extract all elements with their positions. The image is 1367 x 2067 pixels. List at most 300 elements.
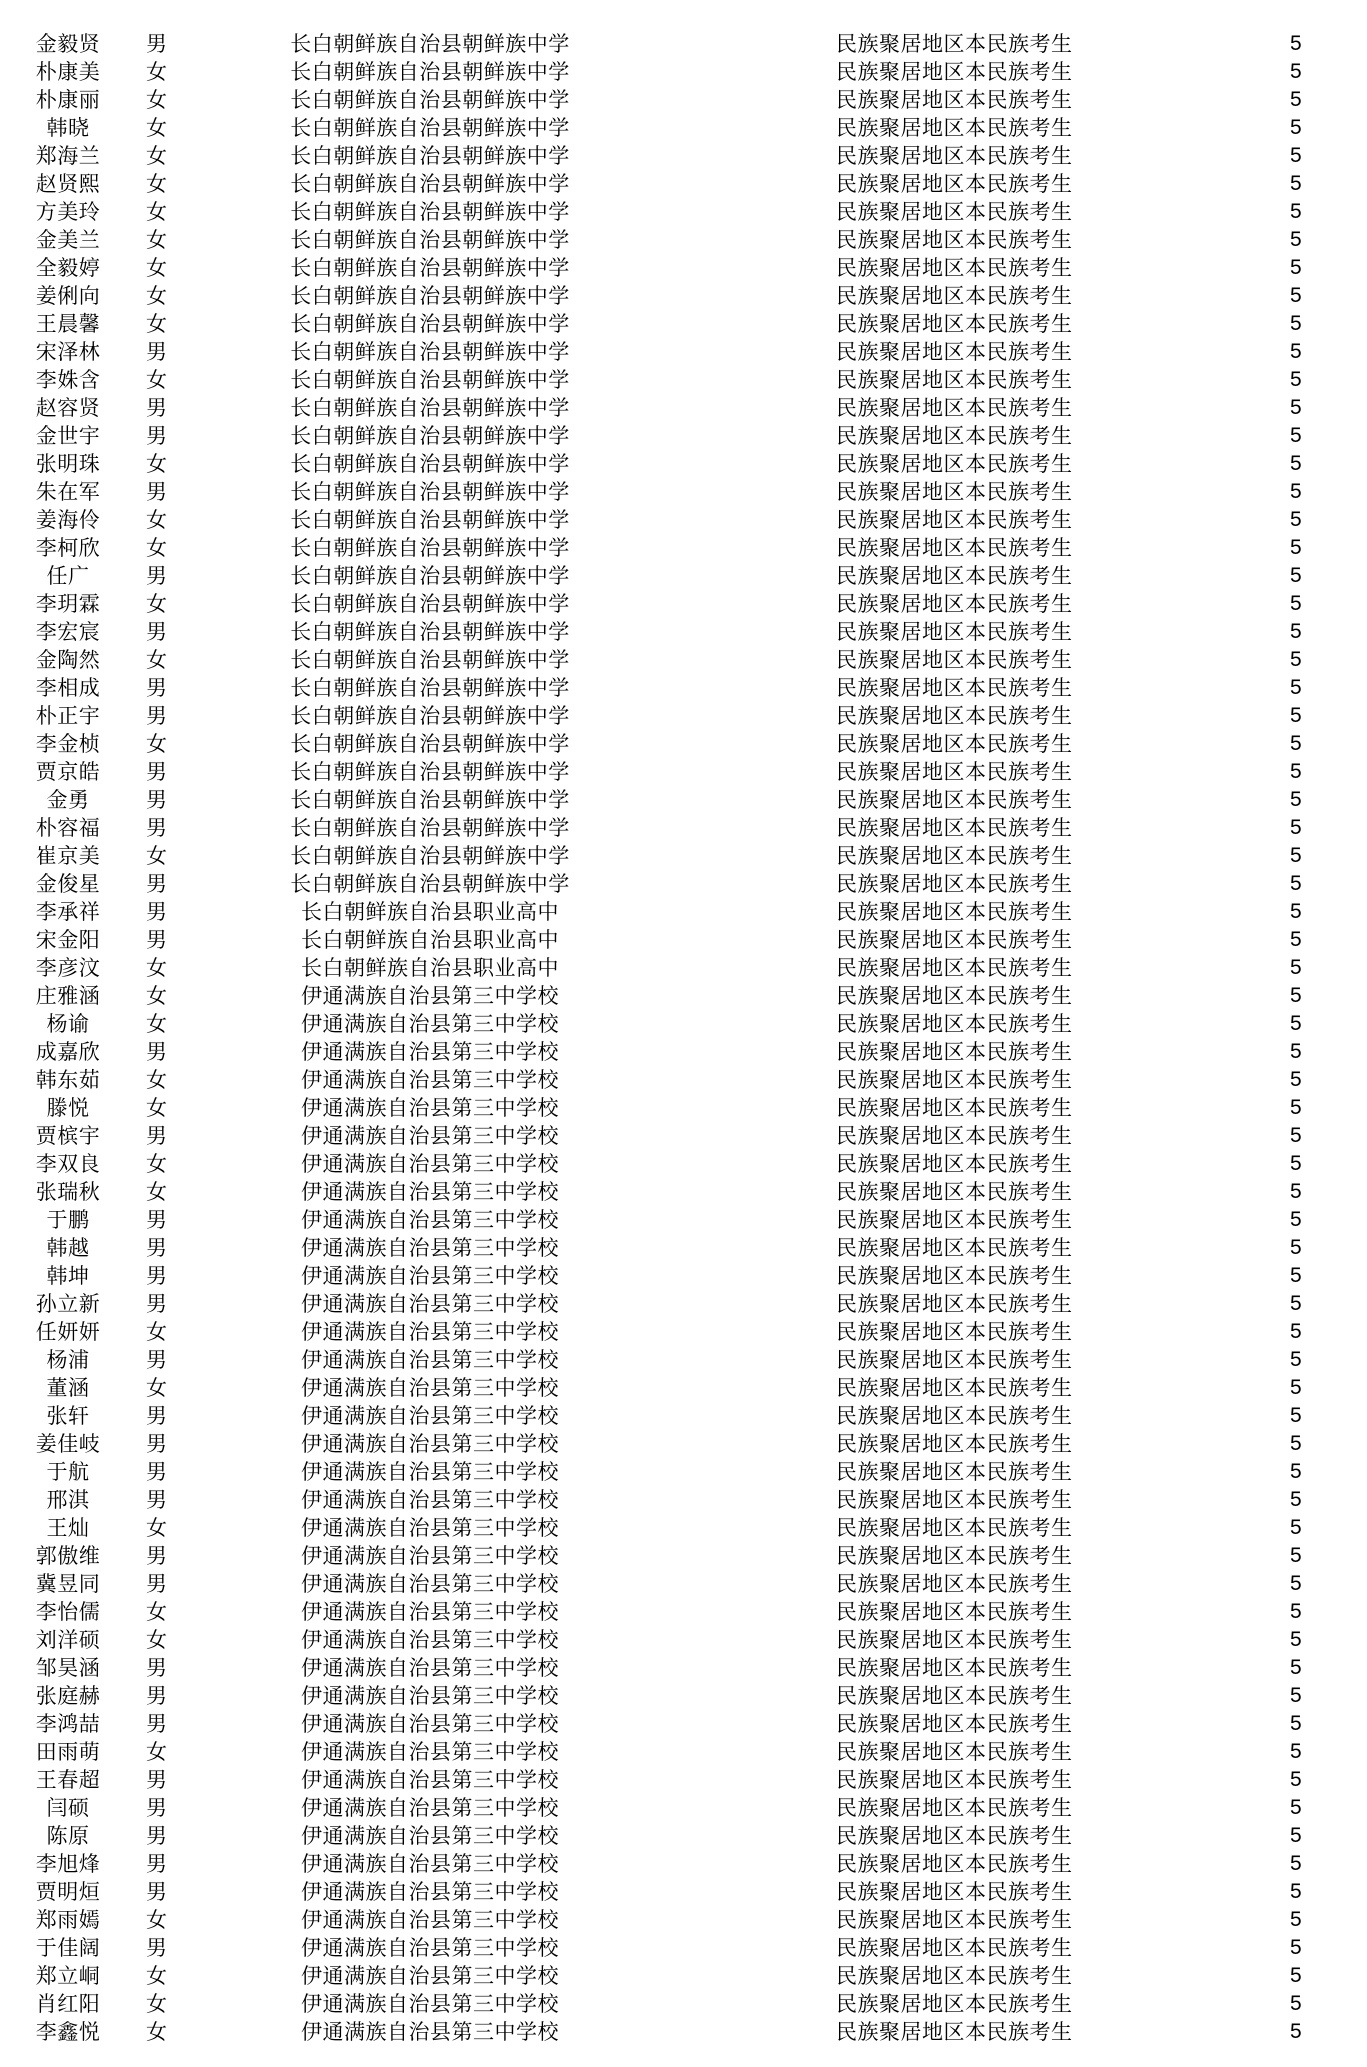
table-row bbox=[0, 1850, 1367, 1878]
student-name: 李相成 bbox=[35, 676, 101, 700]
student-gender: 女 bbox=[146, 1964, 168, 1988]
student-score: 5 bbox=[1290, 1600, 1303, 1623]
student-gender: 男 bbox=[146, 1656, 168, 1680]
student-category: 民族聚居地区本民族考生 bbox=[836, 396, 1073, 420]
table-row bbox=[0, 1794, 1367, 1822]
student-name: 金世宇 bbox=[35, 424, 101, 448]
table-row bbox=[0, 674, 1367, 702]
student-school: 伊通满族自治县第三中学校 bbox=[301, 1040, 559, 1064]
student-name: 李玥霖 bbox=[35, 592, 101, 616]
student-category: 民族聚居地区本民族考生 bbox=[836, 1376, 1073, 1400]
table-row bbox=[0, 1094, 1367, 1122]
student-gender: 女 bbox=[146, 732, 168, 756]
student-school: 伊通满族自治县第三中学校 bbox=[301, 1712, 559, 1736]
student-school: 长白朝鲜族自治县朝鲜族中学 bbox=[290, 88, 570, 112]
table-row bbox=[0, 1430, 1367, 1458]
student-name: 宋金阳 bbox=[35, 928, 101, 952]
student-score: 5 bbox=[1290, 452, 1303, 475]
student-school: 长白朝鲜族自治县朝鲜族中学 bbox=[290, 788, 570, 812]
student-gender: 男 bbox=[146, 1348, 168, 1372]
student-name: 韩东茹 bbox=[35, 1068, 101, 1092]
student-name: 成嘉欣 bbox=[35, 1040, 101, 1064]
student-name: 韩坤 bbox=[46, 1264, 90, 1288]
student-category: 民族聚居地区本民族考生 bbox=[836, 984, 1073, 1008]
student-gender: 女 bbox=[146, 844, 168, 868]
student-gender: 男 bbox=[146, 816, 168, 840]
student-category: 民族聚居地区本民族考生 bbox=[836, 256, 1073, 280]
student-name: 金美兰 bbox=[35, 228, 101, 252]
student-name: 王灿 bbox=[46, 1516, 90, 1540]
student-category: 民族聚居地区本民族考生 bbox=[836, 564, 1073, 588]
student-gender: 女 bbox=[146, 1628, 168, 1652]
student-gender: 女 bbox=[146, 536, 168, 560]
student-category: 民族聚居地区本民族考生 bbox=[836, 480, 1073, 504]
student-school: 长白朝鲜族自治县朝鲜族中学 bbox=[290, 872, 570, 896]
student-category: 民族聚居地区本民族考生 bbox=[836, 144, 1073, 168]
student-name: 任广 bbox=[46, 564, 90, 588]
table-row bbox=[0, 646, 1367, 674]
student-category: 民族聚居地区本民族考生 bbox=[836, 1936, 1073, 1960]
student-school: 伊通满族自治县第三中学校 bbox=[301, 1152, 559, 1176]
student-gender: 男 bbox=[146, 1264, 168, 1288]
student-school: 伊通满族自治县第三中学校 bbox=[301, 1768, 559, 1792]
student-category: 民族聚居地区本民族考生 bbox=[836, 536, 1073, 560]
student-gender: 男 bbox=[146, 1544, 168, 1568]
student-score: 5 bbox=[1290, 172, 1303, 195]
student-score: 5 bbox=[1290, 1376, 1303, 1399]
student-score: 5 bbox=[1290, 1964, 1303, 1987]
student-category: 民族聚居地区本民族考生 bbox=[836, 872, 1073, 896]
student-school: 伊通满族自治县第三中学校 bbox=[301, 1376, 559, 1400]
student-score: 5 bbox=[1290, 1348, 1303, 1371]
student-score: 5 bbox=[1290, 648, 1303, 671]
student-name: 任妍妍 bbox=[35, 1320, 101, 1344]
student-score: 5 bbox=[1290, 564, 1303, 587]
student-name: 郑海兰 bbox=[35, 144, 101, 168]
student-score: 5 bbox=[1290, 424, 1303, 447]
student-score: 5 bbox=[1290, 284, 1303, 307]
table-row bbox=[0, 562, 1367, 590]
table-row bbox=[0, 1066, 1367, 1094]
table-row bbox=[0, 898, 1367, 926]
table-row bbox=[0, 1710, 1367, 1738]
student-school: 伊通满族自治县第三中学校 bbox=[301, 1236, 559, 1260]
student-score: 5 bbox=[1290, 312, 1303, 335]
student-gender: 女 bbox=[146, 508, 168, 532]
student-name: 贾京皓 bbox=[35, 760, 101, 784]
student-category: 民族聚居地区本民族考生 bbox=[836, 620, 1073, 644]
student-name: 贾槟宇 bbox=[35, 1124, 101, 1148]
student-gender: 女 bbox=[146, 60, 168, 84]
student-category: 民族聚居地区本民族考生 bbox=[836, 760, 1073, 784]
student-name: 闫硕 bbox=[46, 1796, 90, 1820]
student-score: 5 bbox=[1290, 2020, 1303, 2043]
student-category: 民族聚居地区本民族考生 bbox=[836, 1796, 1073, 1820]
student-category: 民族聚居地区本民族考生 bbox=[836, 592, 1073, 616]
student-score: 5 bbox=[1290, 956, 1303, 979]
student-school: 长白朝鲜族自治县朝鲜族中学 bbox=[290, 60, 570, 84]
student-name: 滕悦 bbox=[46, 1096, 90, 1120]
student-category: 民族聚居地区本民族考生 bbox=[836, 1292, 1073, 1316]
table-row bbox=[0, 870, 1367, 898]
student-score: 5 bbox=[1290, 1880, 1303, 1903]
student-gender: 女 bbox=[146, 312, 168, 336]
table-row bbox=[0, 1262, 1367, 1290]
student-score: 5 bbox=[1290, 340, 1303, 363]
student-score: 5 bbox=[1290, 592, 1303, 615]
student-score: 5 bbox=[1290, 1684, 1303, 1707]
student-school: 长白朝鲜族自治县朝鲜族中学 bbox=[290, 116, 570, 140]
table-row bbox=[0, 1962, 1367, 1990]
table-row bbox=[0, 254, 1367, 282]
student-category: 民族聚居地区本民族考生 bbox=[836, 1432, 1073, 1456]
student-score: 5 bbox=[1290, 1796, 1303, 1819]
student-gender: 男 bbox=[146, 1712, 168, 1736]
table-row bbox=[0, 982, 1367, 1010]
student-category: 民族聚居地区本民族考生 bbox=[836, 1404, 1073, 1428]
student-school: 伊通满族自治县第三中学校 bbox=[301, 1432, 559, 1456]
table-row bbox=[0, 1150, 1367, 1178]
student-score: 5 bbox=[1290, 1908, 1303, 1931]
table-row bbox=[0, 338, 1367, 366]
student-gender: 男 bbox=[146, 1572, 168, 1596]
student-name: 赵容贤 bbox=[35, 396, 101, 420]
student-school: 伊通满族自治县第三中学校 bbox=[301, 984, 559, 1008]
student-category: 民族聚居地区本民族考生 bbox=[836, 676, 1073, 700]
student-score: 5 bbox=[1290, 1768, 1303, 1791]
student-gender: 女 bbox=[146, 1740, 168, 1764]
student-name: 李彦汶 bbox=[35, 956, 101, 980]
student-name: 李旭烽 bbox=[35, 1852, 101, 1876]
student-school: 伊通满族自治县第三中学校 bbox=[301, 1096, 559, 1120]
table-row bbox=[0, 142, 1367, 170]
student-category: 民族聚居地区本民族考生 bbox=[836, 1880, 1073, 1904]
student-school: 伊通满族自治县第三中学校 bbox=[301, 1208, 559, 1232]
student-name: 李柯欣 bbox=[35, 536, 101, 560]
student-score: 5 bbox=[1290, 1824, 1303, 1847]
student-school: 长白朝鲜族自治县朝鲜族中学 bbox=[290, 172, 570, 196]
table-row bbox=[0, 1122, 1367, 1150]
student-name: 金勇 bbox=[46, 788, 90, 812]
student-name: 陈原 bbox=[46, 1824, 90, 1848]
table-row bbox=[0, 1010, 1367, 1038]
student-name: 姜海伶 bbox=[35, 508, 101, 532]
student-score: 5 bbox=[1290, 508, 1303, 531]
table-row bbox=[0, 1402, 1367, 1430]
student-category: 民族聚居地区本民族考生 bbox=[836, 32, 1073, 56]
table-row bbox=[0, 954, 1367, 982]
table-row bbox=[0, 170, 1367, 198]
student-gender: 女 bbox=[146, 2020, 168, 2044]
student-score: 5 bbox=[1290, 1040, 1303, 1063]
student-gender: 男 bbox=[146, 1404, 168, 1428]
student-score: 5 bbox=[1290, 1264, 1303, 1287]
table-row bbox=[0, 1626, 1367, 1654]
student-gender: 女 bbox=[146, 1152, 168, 1176]
student-category: 民族聚居地区本民族考生 bbox=[836, 1264, 1073, 1288]
table-row bbox=[0, 1346, 1367, 1374]
student-category: 民族聚居地区本民族考生 bbox=[836, 956, 1073, 980]
student-school: 伊通满族自治县第三中学校 bbox=[301, 1600, 559, 1624]
student-name: 金俊星 bbox=[35, 872, 101, 896]
table-row bbox=[0, 1654, 1367, 1682]
table-row bbox=[0, 1766, 1367, 1794]
student-gender: 女 bbox=[146, 88, 168, 112]
student-score: 5 bbox=[1290, 32, 1303, 55]
table-row bbox=[0, 1822, 1367, 1850]
student-school: 伊通满族自治县第三中学校 bbox=[301, 1628, 559, 1652]
student-school: 伊通满族自治县第三中学校 bbox=[301, 1684, 559, 1708]
student-score: 5 bbox=[1290, 1180, 1303, 1203]
table-row bbox=[0, 926, 1367, 954]
student-category: 民族聚居地区本民族考生 bbox=[836, 228, 1073, 252]
student-school: 伊通满族自治县第三中学校 bbox=[301, 1068, 559, 1092]
student-name: 李双良 bbox=[35, 1152, 101, 1176]
student-name: 郑立峒 bbox=[35, 1964, 101, 1988]
student-score: 5 bbox=[1290, 1208, 1303, 1231]
table-row bbox=[0, 1682, 1367, 1710]
student-category: 民族聚居地区本民族考生 bbox=[836, 1768, 1073, 1792]
table-row bbox=[0, 1290, 1367, 1318]
student-gender: 女 bbox=[146, 368, 168, 392]
student-score: 5 bbox=[1290, 1852, 1303, 1875]
table-row bbox=[0, 1374, 1367, 1402]
student-school: 伊通满族自治县第三中学校 bbox=[301, 1796, 559, 1820]
table-row bbox=[0, 1206, 1367, 1234]
student-gender: 女 bbox=[146, 144, 168, 168]
student-name: 赵贤熙 bbox=[35, 172, 101, 196]
student-gender: 男 bbox=[146, 676, 168, 700]
student-gender: 男 bbox=[146, 340, 168, 364]
student-school: 长白朝鲜族自治县朝鲜族中学 bbox=[290, 816, 570, 840]
table-row bbox=[0, 842, 1367, 870]
table-row bbox=[0, 1738, 1367, 1766]
student-school: 长白朝鲜族自治县朝鲜族中学 bbox=[290, 284, 570, 308]
student-score: 5 bbox=[1290, 900, 1303, 923]
student-gender: 男 bbox=[146, 1208, 168, 1232]
table-row bbox=[0, 730, 1367, 758]
table-row bbox=[0, 1514, 1367, 1542]
student-gender: 男 bbox=[146, 32, 168, 56]
student-gender: 男 bbox=[146, 1852, 168, 1876]
student-gender: 男 bbox=[146, 620, 168, 644]
student-category: 民族聚居地区本民族考生 bbox=[836, 1516, 1073, 1540]
student-score: 5 bbox=[1290, 228, 1303, 251]
student-gender: 女 bbox=[146, 1180, 168, 1204]
student-category: 民族聚居地区本民族考生 bbox=[836, 704, 1073, 728]
student-school: 长白朝鲜族自治县朝鲜族中学 bbox=[290, 844, 570, 868]
student-name: 方美玲 bbox=[35, 200, 101, 224]
student-name: 刘洋硕 bbox=[35, 1628, 101, 1652]
table-row bbox=[0, 1318, 1367, 1346]
student-school: 伊通满族自治县第三中学校 bbox=[301, 1572, 559, 1596]
student-score: 5 bbox=[1290, 928, 1303, 951]
table-row bbox=[0, 1570, 1367, 1598]
student-category: 民族聚居地区本民族考生 bbox=[836, 1124, 1073, 1148]
student-category: 民族聚居地区本民族考生 bbox=[836, 928, 1073, 952]
student-category: 民族聚居地区本民族考生 bbox=[836, 1852, 1073, 1876]
student-score: 5 bbox=[1290, 536, 1303, 559]
student-score: 5 bbox=[1290, 984, 1303, 1007]
student-score: 5 bbox=[1290, 760, 1303, 783]
student-category: 民族聚居地区本民族考生 bbox=[836, 1012, 1073, 1036]
student-school: 长白朝鲜族自治县朝鲜族中学 bbox=[290, 592, 570, 616]
student-category: 民族聚居地区本民族考生 bbox=[836, 1096, 1073, 1120]
student-name: 郑雨嫣 bbox=[35, 1908, 101, 1932]
student-score: 5 bbox=[1290, 1152, 1303, 1175]
student-category: 民族聚居地区本民族考生 bbox=[836, 1460, 1073, 1484]
student-name: 李承祥 bbox=[35, 900, 101, 924]
student-gender: 男 bbox=[146, 1460, 168, 1484]
student-category: 民族聚居地区本民族考生 bbox=[836, 172, 1073, 196]
student-gender: 女 bbox=[146, 1376, 168, 1400]
table-row bbox=[0, 58, 1367, 86]
student-score: 5 bbox=[1290, 620, 1303, 643]
student-school: 长白朝鲜族自治县朝鲜族中学 bbox=[290, 144, 570, 168]
student-school: 长白朝鲜族自治县朝鲜族中学 bbox=[290, 340, 570, 364]
student-school: 伊通满族自治县第三中学校 bbox=[301, 1124, 559, 1148]
table-row bbox=[0, 310, 1367, 338]
student-name: 朴康美 bbox=[35, 60, 101, 84]
student-category: 民族聚居地区本民族考生 bbox=[836, 368, 1073, 392]
table-row bbox=[0, 814, 1367, 842]
table-row bbox=[0, 1878, 1367, 1906]
student-category: 民族聚居地区本民族考生 bbox=[836, 1236, 1073, 1260]
student-gender: 男 bbox=[146, 900, 168, 924]
student-name: 田雨萌 bbox=[35, 1740, 101, 1764]
student-school: 长白朝鲜族自治县职业高中 bbox=[301, 956, 559, 980]
student-gender: 男 bbox=[146, 424, 168, 448]
student-name: 李鑫悦 bbox=[35, 2020, 101, 2044]
student-score: 5 bbox=[1290, 816, 1303, 839]
student-name: 李姝含 bbox=[35, 368, 101, 392]
student-name: 杨谕 bbox=[46, 1012, 90, 1036]
student-score: 5 bbox=[1290, 256, 1303, 279]
student-school: 长白朝鲜族自治县朝鲜族中学 bbox=[290, 648, 570, 672]
student-gender: 女 bbox=[146, 1012, 168, 1036]
student-name: 张瑞秋 bbox=[35, 1180, 101, 1204]
student-gender: 男 bbox=[146, 480, 168, 504]
student-name: 张轩 bbox=[46, 1404, 90, 1428]
student-name: 李鸿喆 bbox=[35, 1712, 101, 1736]
student-category: 民族聚居地区本民族考生 bbox=[836, 1740, 1073, 1764]
student-school: 伊通满族自治县第三中学校 bbox=[301, 1516, 559, 1540]
student-gender: 女 bbox=[146, 1516, 168, 1540]
student-score: 5 bbox=[1290, 1460, 1303, 1483]
student-gender: 女 bbox=[146, 592, 168, 616]
student-school: 伊通满族自治县第三中学校 bbox=[301, 1460, 559, 1484]
student-gender: 女 bbox=[146, 1068, 168, 1092]
student-school: 伊通满族自治县第三中学校 bbox=[301, 1656, 559, 1680]
student-school: 伊通满族自治县第三中学校 bbox=[301, 1012, 559, 1036]
student-school: 伊通满族自治县第三中学校 bbox=[301, 1908, 559, 1932]
roster-table bbox=[0, 30, 1367, 2046]
student-score: 5 bbox=[1290, 1096, 1303, 1119]
student-school: 长白朝鲜族自治县朝鲜族中学 bbox=[290, 760, 570, 784]
student-gender: 男 bbox=[146, 564, 168, 588]
table-row bbox=[0, 1458, 1367, 1486]
student-school: 长白朝鲜族自治县朝鲜族中学 bbox=[290, 228, 570, 252]
student-score: 5 bbox=[1290, 1404, 1303, 1427]
student-category: 民族聚居地区本民族考生 bbox=[836, 1600, 1073, 1624]
student-score: 5 bbox=[1290, 1292, 1303, 1315]
table-row bbox=[0, 282, 1367, 310]
student-name: 于航 bbox=[46, 1460, 90, 1484]
student-score: 5 bbox=[1290, 144, 1303, 167]
table-row bbox=[0, 1990, 1367, 2018]
student-category: 民族聚居地区本民族考生 bbox=[836, 1628, 1073, 1652]
student-name: 张明珠 bbox=[35, 452, 101, 476]
student-school: 伊通满族自治县第三中学校 bbox=[301, 1264, 559, 1288]
student-score: 5 bbox=[1290, 480, 1303, 503]
student-score: 5 bbox=[1290, 60, 1303, 83]
student-school: 伊通满族自治县第三中学校 bbox=[301, 1292, 559, 1316]
student-category: 民族聚居地区本民族考生 bbox=[836, 900, 1073, 924]
student-gender: 男 bbox=[146, 1684, 168, 1708]
table-row bbox=[0, 1598, 1367, 1626]
student-score: 5 bbox=[1290, 788, 1303, 811]
table-row bbox=[0, 450, 1367, 478]
student-name: 肖红阳 bbox=[35, 1992, 101, 2016]
student-name: 朱在军 bbox=[35, 480, 101, 504]
student-score: 5 bbox=[1290, 1432, 1303, 1455]
table-row bbox=[0, 618, 1367, 646]
student-category: 民族聚居地区本民族考生 bbox=[836, 1964, 1073, 1988]
student-name: 李金桢 bbox=[35, 732, 101, 756]
student-name: 贾明烜 bbox=[35, 1880, 101, 1904]
student-school: 长白朝鲜族自治县朝鲜族中学 bbox=[290, 480, 570, 504]
student-score: 5 bbox=[1290, 1628, 1303, 1651]
student-name: 韩越 bbox=[46, 1236, 90, 1260]
table-row bbox=[0, 590, 1367, 618]
student-name: 姜佳岐 bbox=[35, 1432, 101, 1456]
student-gender: 男 bbox=[146, 788, 168, 812]
student-score: 5 bbox=[1290, 116, 1303, 139]
student-gender: 女 bbox=[146, 228, 168, 252]
student-name: 于鹏 bbox=[46, 1208, 90, 1232]
student-category: 民族聚居地区本民族考生 bbox=[836, 1488, 1073, 1512]
student-score: 5 bbox=[1290, 1516, 1303, 1539]
student-gender: 男 bbox=[146, 1124, 168, 1148]
student-school: 长白朝鲜族自治县朝鲜族中学 bbox=[290, 508, 570, 532]
student-school: 长白朝鲜族自治县朝鲜族中学 bbox=[290, 200, 570, 224]
student-category: 民族聚居地区本民族考生 bbox=[836, 1320, 1073, 1344]
student-gender: 女 bbox=[146, 1320, 168, 1344]
student-school: 伊通满族自治县第三中学校 bbox=[301, 1180, 559, 1204]
student-gender: 女 bbox=[146, 956, 168, 980]
student-category: 民族聚居地区本民族考生 bbox=[836, 284, 1073, 308]
student-gender: 男 bbox=[146, 928, 168, 952]
table-row bbox=[0, 422, 1367, 450]
student-school: 伊通满族自治县第三中学校 bbox=[301, 1936, 559, 1960]
student-gender: 男 bbox=[146, 872, 168, 896]
student-school: 伊通满族自治县第三中学校 bbox=[301, 2020, 559, 2044]
student-category: 民族聚居地区本民族考生 bbox=[836, 200, 1073, 224]
student-gender: 女 bbox=[146, 116, 168, 140]
student-category: 民族聚居地区本民族考生 bbox=[836, 788, 1073, 812]
student-school: 伊通满族自治县第三中学校 bbox=[301, 1404, 559, 1428]
student-category: 民族聚居地区本民族考生 bbox=[836, 1908, 1073, 1932]
student-name: 王晨馨 bbox=[35, 312, 101, 336]
student-category: 民族聚居地区本民族考生 bbox=[836, 312, 1073, 336]
table-row bbox=[0, 758, 1367, 786]
student-name: 杨浦 bbox=[46, 1348, 90, 1372]
student-category: 民族聚居地区本民族考生 bbox=[836, 88, 1073, 112]
student-gender: 女 bbox=[146, 1600, 168, 1624]
student-name: 李怡儒 bbox=[35, 1600, 101, 1624]
student-category: 民族聚居地区本民族考生 bbox=[836, 1992, 1073, 2016]
student-school: 长白朝鲜族自治县朝鲜族中学 bbox=[290, 676, 570, 700]
